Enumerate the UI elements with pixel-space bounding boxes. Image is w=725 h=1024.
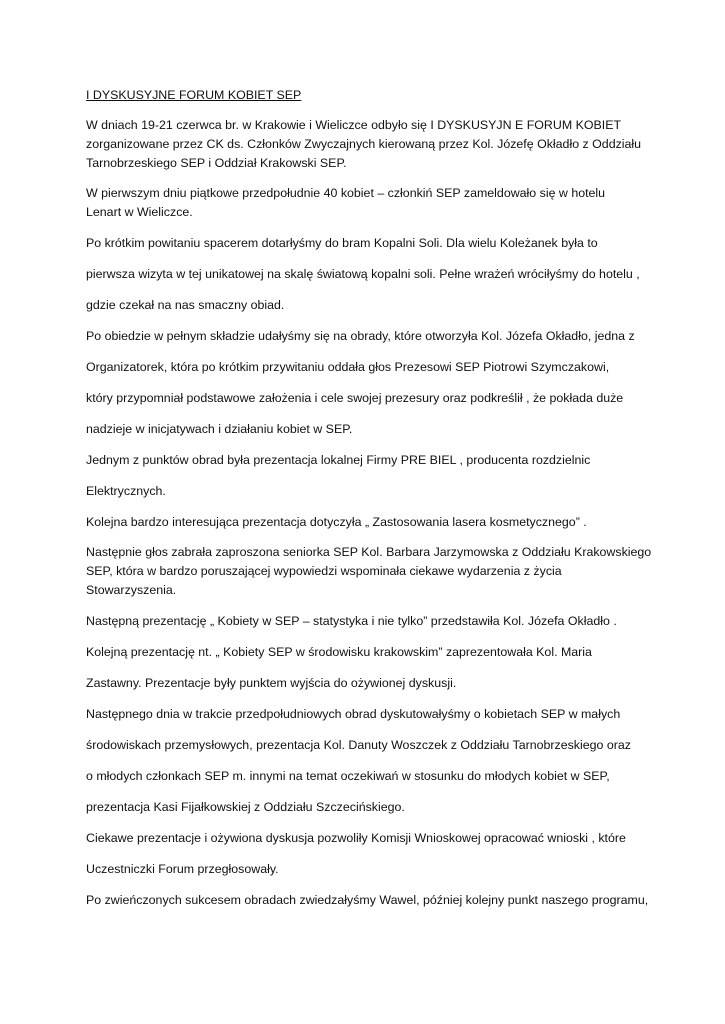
text-line: Stowarzyszenia. bbox=[86, 583, 177, 597]
text-line: zorganizowane przez CK ds. Członków Zwyczajnych kierowaną przez Kol. Józefę Okładło z Oddziału bbox=[86, 137, 642, 151]
text-line: Zastawny. Prezentacje były punktem wyjścia do ożywionej dyskusji. bbox=[86, 676, 457, 690]
text-line: Jednym z punktów obrad była prezentacja lokalnej Firmy PRE BIEL , producenta rozdzielnic bbox=[86, 453, 591, 467]
text-line: pierwsza wizyta w tej unikatowej na skalę światową kopalni soli. Pełne wrażeń wróciłyśmy do hotelu , bbox=[86, 267, 640, 281]
text-line: który przypomniał podstawowe założenia i cele swojej prezesury oraz podkreślił , że pokłada duże bbox=[86, 391, 624, 405]
text-line: Ciekawe prezentacje i ożywiona dyskusja pozwoliły Komisji Wnioskowej opracować wnioski , które bbox=[86, 831, 626, 845]
text-line: Następną prezentację „ Kobiety w SEP – statystyka i nie tylko” przedstawiła Kol. Józefa Okładło . bbox=[86, 614, 617, 628]
text-line: nadzieje w inicjatywach i działaniu kobiet w SEP. bbox=[86, 422, 353, 436]
text-line: Następnie głos zabrała zaproszona seniorka SEP Kol. Barbara Jarzymowska z Oddziału Krakowskiego bbox=[86, 545, 652, 559]
text-line: Tarnobrzeskiego SEP i Oddział Krakowski SEP. bbox=[86, 156, 347, 170]
text-line: Kolejna bardzo interesująca prezentacja dotyczyła „ Zastosowania lasera kosmetycznego” . bbox=[86, 515, 587, 529]
document-title: I DYSKUSYJNE FORUM KOBIET SEP bbox=[86, 88, 302, 102]
text-line: SEP, która w bardzo poruszającej wypowiedzi wspominała ciekawe wydarzenia z życia bbox=[86, 564, 562, 578]
text-line: W pierwszym dniu piątkowe przedpołudnie 40 kobiet – członkiń SEP zameldowało się w hotelu bbox=[86, 186, 606, 200]
text-line: Elektrycznych. bbox=[86, 484, 166, 498]
text-line: Uczestniczki Forum przegłosowały. bbox=[86, 862, 279, 876]
text-line: o młodych członkach SEP m. innymi na temat oczekiwań w stosunku do młodych kobiet w SEP, bbox=[86, 769, 610, 783]
text-line: Po obiedzie w pełnym składzie udałyśmy się na obrady, które otworzyła Kol. Józefa Okładło, jedna z bbox=[86, 329, 635, 343]
text-line: gdzie czekał na nas smaczny obiad. bbox=[86, 298, 285, 312]
text-line: Następnego dnia w trakcie przedpołudniowych obrad dyskutowałyśmy o kobietach SEP w małych bbox=[86, 707, 621, 721]
text-line: środowiskach przemysłowych, prezentacja Kol. Danuty Woszczek z Oddziału Tarnobrzeskiego oraz bbox=[86, 738, 631, 752]
text-line: W dniach 19-21 czerwca br. w Krakowie i Wieliczce odbyło się I DYSKUSYJN E FORUM KOBIET bbox=[86, 118, 622, 132]
text-line: Kolejną prezentację nt. „ Kobiety SEP w środowisku krakowskim” zaprezentowała Kol. Maria bbox=[86, 645, 592, 659]
text-line: prezentacja Kasi Fijałkowskiej z Oddziału Szczecińskiego. bbox=[86, 800, 405, 814]
text-line: Organizatorek, która po krótkim przywitaniu oddała głos Prezesowi SEP Piotrowi Szymczakowi, bbox=[86, 360, 610, 374]
text-line: Lenart w Wieliczce. bbox=[86, 205, 193, 219]
text-line: Po krótkim powitaniu spacerem dotarłyśmy do bram Kopalni Soli. Dla wielu Koleżanek była to bbox=[86, 236, 598, 250]
text-line: Po zwieńczonych sukcesem obradach zwiedzałyśmy Wawel, później kolejny punkt naszego programu, bbox=[86, 893, 649, 907]
